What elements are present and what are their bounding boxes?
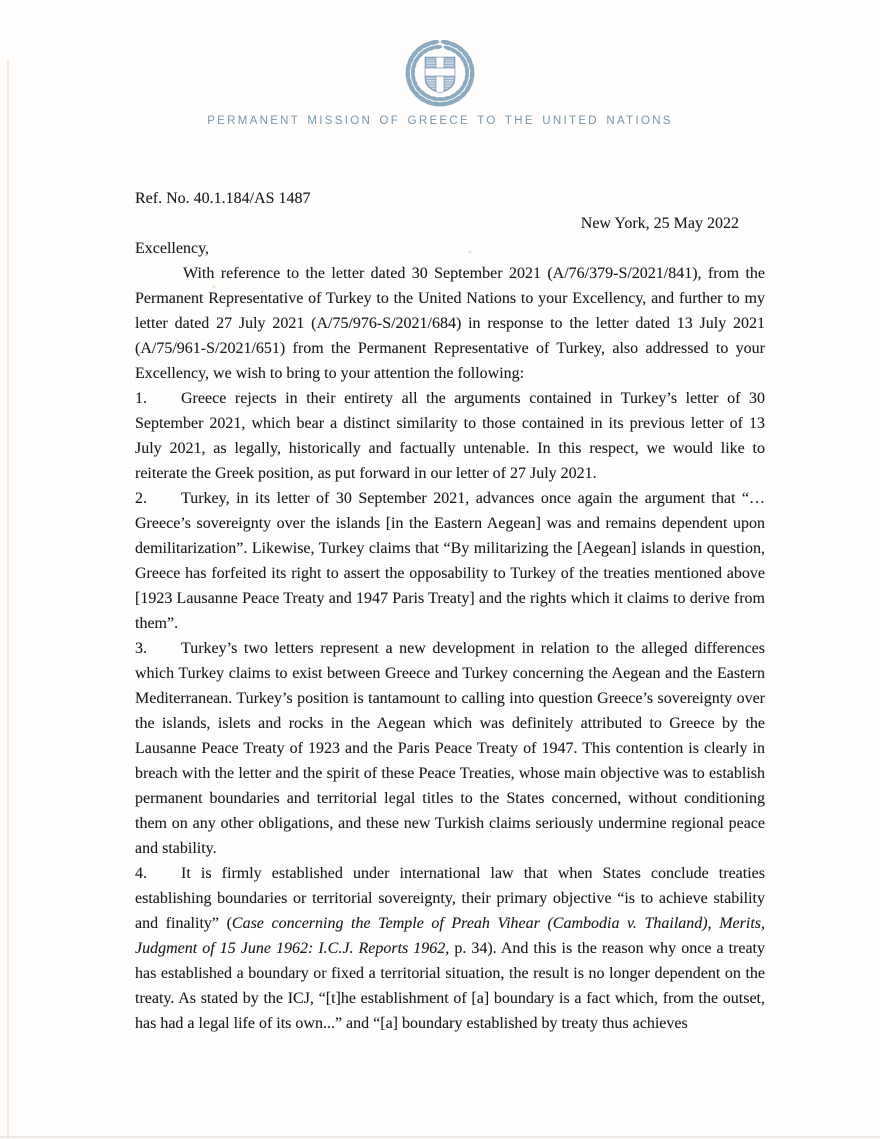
case-citation-italic: Case concerning the Temple of Preah Vihear (Cambodia v. Thailand), Merits, Judgment of 15 June 1962: I.C.J. Reports 1962	[135, 915, 765, 957]
numbered-paragraph-2	[135, 486, 765, 636]
paragraph-text: Greece rejects in their entirety all the arguments contained in Turkey’s letter of 30 September 2021, which bear a distinct similarity to those contained in its previous letter of 13 July 2021, as legally, historically and factually untenable. In this respect, we would like to reiterate the Greek position, as put forward in our letter of 27 July 2021.	[135, 390, 765, 482]
paragraph-text: It is firmly established under international law that when States conclude treaties establishing boundaries or territorial sovereignty, their primary objective “is to achieve stability and finality” (	[135, 865, 765, 932]
paragraph-number: 1.	[135, 390, 147, 407]
paragraph-number: 2.	[135, 490, 147, 507]
greek-coat-of-arms-icon	[401, 36, 479, 112]
paragraph-text: Turkey, in its letter of 30 September 2021, advances once again the argument that “…Greece’s sovereignty over the islands [in the Eastern Aegean] was and remains dependent upon demilitarization”. Likewise, Turkey claims that “By militarizing the [Aegean] islands in question, Greece has forfeited its right to assert the opposability to Turkey of the treaties mentioned above [1923 Lausanne Peace Treaty and 1947 Paris Treaty] and the rights which it claims to derive from them”.	[135, 490, 765, 632]
paragraph-text: , p. 34). And this is the reason why once a treaty has established a boundary or fixed a territorial situation, the result is no longer dependent on the treaty. As stated by the ICJ, “[t]he establishment of [a] boundary is a fact which, from the outset, has had a legal life of its own...” and “[a] boundary established by treaty thus achieves	[135, 940, 765, 1032]
numbered-paragraph-3	[135, 636, 765, 861]
dateline: New York, 25 May 2022	[580, 215, 739, 232]
paragraph-text: Turkey’s two letters represent a new development in relation to the alleged differences which Turkey claims to exist between Greece and Turkey concerning the Aegean and the Eastern Mediterranean. Turkey’s position is tantamount to calling into question Greece’s sovereignty over the islands, islets and rocks in the Aegean which was definitely attributed to Greece by the Lausanne Peace Treaty of 1923 and the Paris Peace Treaty of 1947. This contention is clearly in breach with the letter and the spirit of these Peace Treaties, whose main objective was to establish permanent boundaries and territorial legal titles to the States concerned, without conditioning them on any other obligations, and these new Turkish claims seriously undermine regional peace and stability.	[135, 640, 765, 857]
numbered-paragraph-4	[135, 861, 765, 1036]
intro-paragraph: With reference to the letter dated 30 September 2021 (A/76/379-S/2021/841), from the Permanent Representative of Turkey to the United Nations to your Excellency, and further to my letter dated 27 July 2021 (A/75/976-S/2021/684) in response to the letter dated 13 July 2021 (A/75/961-S/2021/651) from the Permanent Representative of Turkey, also addressed to your Excellency, we wish to bring to your attention the following:	[135, 265, 765, 382]
paragraph-number: 3.	[135, 640, 147, 657]
paragraph-number: 4.	[135, 865, 147, 882]
salutation: Excellency,	[135, 240, 210, 257]
reference-number: Ref. No. 40.1.184/AS 1487	[135, 190, 311, 207]
letter-body	[135, 186, 765, 1036]
mission-title: PERMANENT MISSION OF GREECE TO THE UNITED NATIONS	[207, 115, 673, 127]
numbered-paragraph-1	[135, 386, 765, 486]
